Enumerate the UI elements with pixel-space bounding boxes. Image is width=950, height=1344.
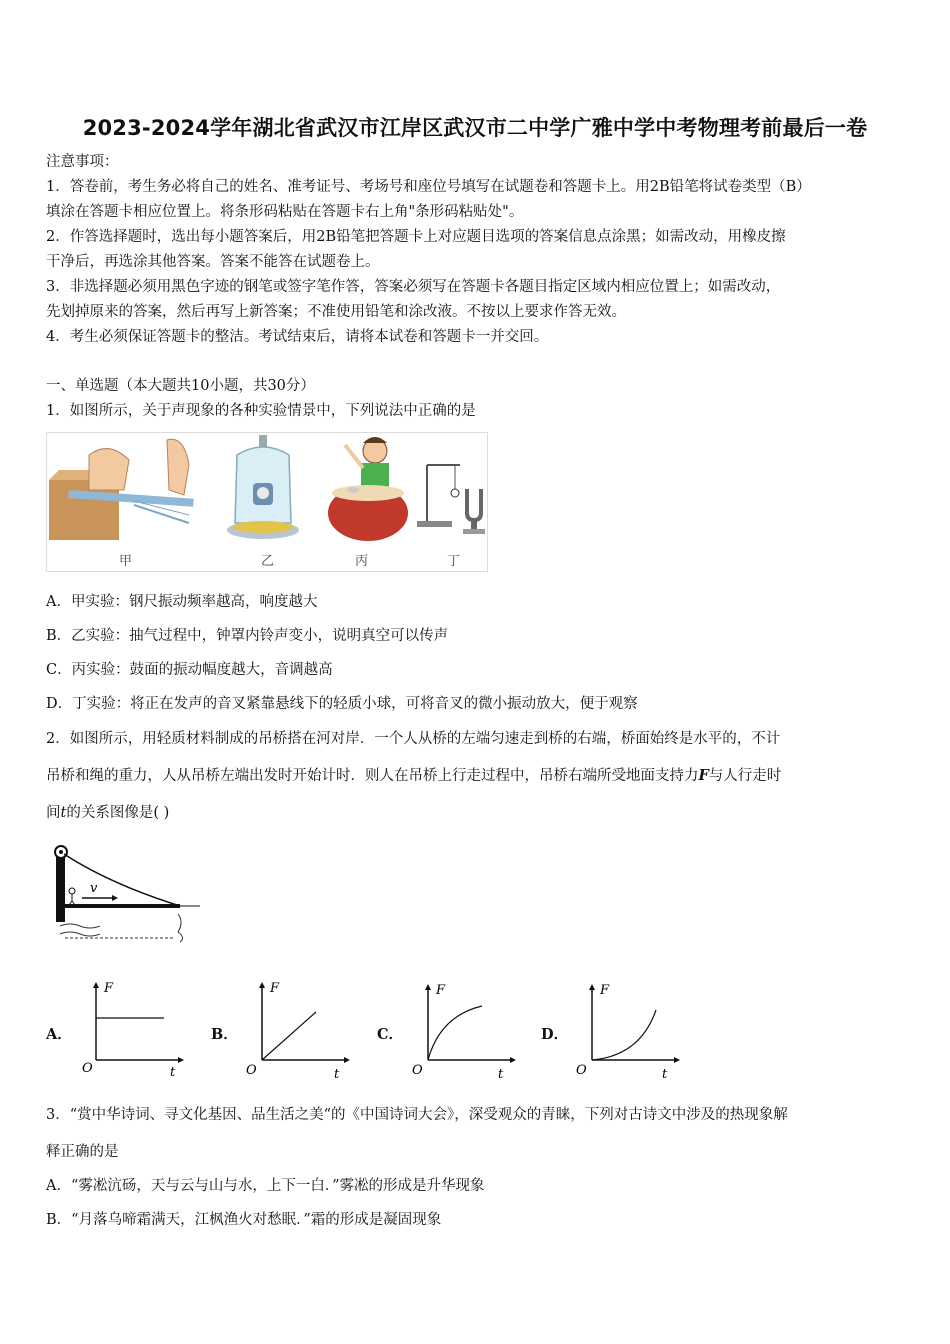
q1-stem: 1．如图所示，关于声现象的各种实验情景中，下列说法中正确的是 (46, 403, 476, 419)
q2-graph-c (406, 982, 516, 1082)
origin-label: O (412, 1063, 423, 1078)
axis-t-label: t (662, 1067, 668, 1082)
graph-b-curve (262, 1012, 316, 1060)
drawbridge-figure (50, 844, 210, 944)
q2-variable-f: F (698, 767, 709, 784)
q2-stem-text: 吊桥和绳的重力，人从吊桥左端出发时开始计时．则人在吊桥上行走过程中，吊桥右端所受地面支持力 (46, 768, 699, 784)
origin-label: O (246, 1063, 257, 1078)
notice-line: 填涂在答题卡相应位置上。将条形码粘贴在答题卡右上角"条形码粘贴处"。 (46, 204, 524, 220)
q3-stem-line1: 3．“赏中华诗词、寻文化基因、品生活之美“的《中国诗词大会》，深受观众的青睐，下列对古诗文中涉及的热现象解 (46, 1107, 788, 1123)
graph-c-curve (428, 1006, 482, 1060)
q3-option-b: B．“月落乌啼霜满天，江枫渔火对愁眠．”霜的形成是凝固现象 (46, 1212, 442, 1228)
axis-f-label: F (270, 981, 280, 996)
q2-stem-line3 (46, 803, 169, 823)
q2-variable-t: t (60, 805, 67, 821)
notice-heading: 注意事项： (46, 154, 119, 170)
axis-t-label: t (170, 1065, 176, 1078)
q2-graph-a (74, 978, 184, 1078)
velocity-label: v (90, 881, 98, 896)
figure-label-jia: 甲 (119, 554, 133, 569)
q1-option-b: B．乙实验：抽气过程中，钟罩内铃声变小，说明真空可以传声 (46, 628, 449, 644)
q2-stem-text: 与人行走时 (708, 768, 782, 784)
q2-option-d-label: D． (541, 1026, 569, 1043)
tuning-fork-illustration (415, 435, 505, 545)
notice-line: 先划掉原来的答案，然后再写上新答案；不准使用铅笔和涂改液。不按以上要求作答无效。 (46, 304, 626, 320)
q1-option-d: D．丁实验：将正在发声的音叉紧靠悬线下的轻质小球，可将音叉的微小振动放大，便于观察 (46, 696, 638, 712)
q1-figure (46, 432, 488, 572)
notice-line: 4．考生必须保证答题卡的整洁。考试结束后，请将本试卷和答题卡一并交回。 (46, 329, 549, 345)
q2-stem-line2 (46, 766, 781, 786)
notice-line: 干净后，再选涂其他答案。答案不能答在试题卷上。 (46, 254, 380, 270)
notice-line: 3．非选择题必须用黑色字迹的钢笔或签字笔作答，答案必须写在答题卡各题目指定区域内相应位置上；如需改动， (46, 279, 781, 295)
axis-t-label: t (334, 1067, 340, 1080)
notice-line: 1．答卷前，考生务必将自己的姓名、准考证号、考场号和座位号填写在试题卷和答题卡上。用2B铅笔将试卷类型（B） (46, 179, 811, 195)
q2-option-a-label: A． (46, 1026, 72, 1043)
drum-illustration (323, 433, 413, 548)
q3-stem-line2: 释正确的是 (46, 1144, 119, 1160)
axis-t-label: t (498, 1067, 504, 1082)
axis-f-label: F (104, 981, 114, 996)
q3-option-a: A．“雾凇沆砀，天与云与山与水，上下一白．”雾凇的形成是升华现象 (46, 1178, 485, 1194)
figure-label-yi: 乙 (261, 554, 275, 569)
axis-f-label: F (436, 983, 446, 998)
origin-label: O (82, 1061, 93, 1076)
q2-graph-d (570, 982, 680, 1082)
q2-option-b-label: B． (211, 1026, 238, 1043)
q2-graph-b (240, 980, 350, 1080)
q2-stem-text: 间 (46, 805, 61, 821)
notice-line: 2．作答选择题时，选出每小题答案后，用2B铅笔把答题卡上对应题目选项的答案信息点涂黑；如需改动，用橡皮擦 (46, 229, 786, 245)
q1-option-c: C．丙实验：鼓面的振动幅度越大，音调越高 (46, 662, 333, 678)
origin-label: O (576, 1063, 587, 1078)
ruler-experiment-illustration (49, 435, 199, 545)
q1-option-a: A．甲实验：钢尺振动频率越高，响度越大 (46, 594, 318, 610)
section-heading: 一、单选题（本大题共10小题，共30分） (46, 378, 315, 394)
graph-d-curve (592, 1010, 656, 1060)
page-title: 2023-2024学年湖北省武汉市江岸区武汉市二中学广雅中学中考物理考前最后一卷 (82, 116, 868, 140)
figure-label-bing: 丙 (355, 554, 369, 569)
q2-option-c-label: C． (377, 1026, 404, 1043)
q2-stem-text: 的关系图像是( ) (66, 805, 170, 821)
axis-f-label: F (600, 983, 610, 998)
bell-jar-illustration (219, 435, 309, 545)
figure-label-ding: 丁 (447, 554, 461, 569)
q2-stem-line1: 2．如图所示，用轻质材料制成的吊桥搭在河对岸．一个人从桥的左端匀速走到桥的右端，桥面始终是水平的，不计 (46, 731, 781, 747)
